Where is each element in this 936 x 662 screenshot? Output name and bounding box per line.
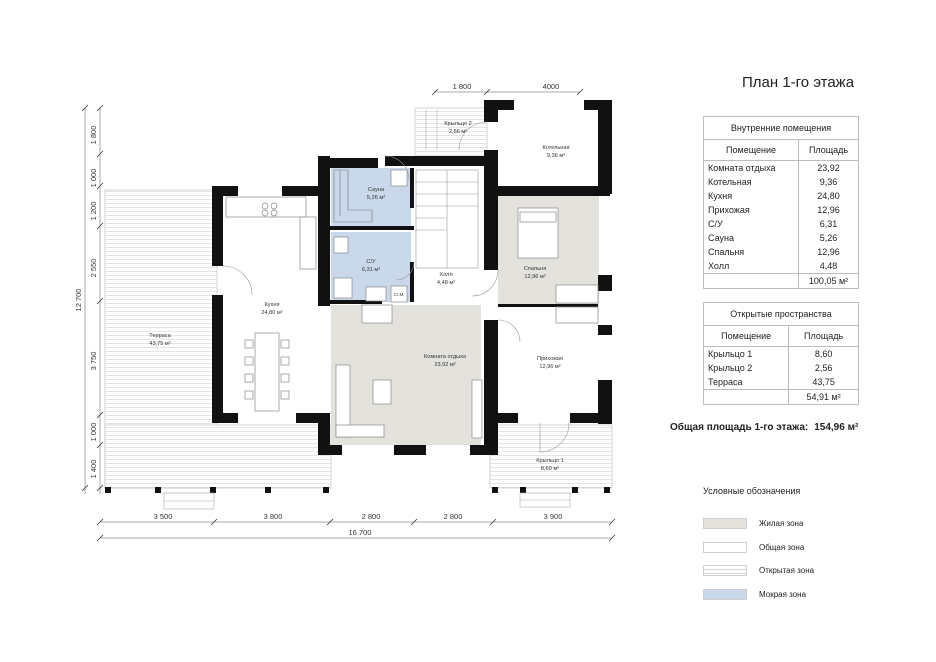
- space-name-cell: Крыльцо 2: [708, 363, 753, 373]
- legend-title: Условные обозначения: [703, 486, 801, 496]
- room-porch2-name: Крыльцо 2: [444, 121, 472, 127]
- legend-swatch-wet: [703, 589, 747, 600]
- space-area-cell: 43,75: [789, 375, 859, 390]
- outdoor-total: 54,91 м²: [789, 390, 859, 405]
- room-entry-area: 12,96 м²: [539, 364, 561, 370]
- room-kitchen-area: 24,80 м²: [261, 310, 283, 316]
- total-floor-area: [670, 422, 864, 433]
- room-name-cell: Комната отдыха: [708, 163, 776, 173]
- room-terrace-area: 43,75 м²: [149, 341, 171, 347]
- legend-label: Мокрая зона: [759, 589, 807, 599]
- dim-top-1: 1 800: [452, 82, 472, 91]
- room-name-cell: С/У: [708, 219, 723, 229]
- room-hall-area: 4,48 м²: [436, 280, 456, 286]
- washer-label: Ст.М.: [393, 292, 405, 297]
- space-name-cell: Крыльцо 1: [708, 349, 753, 359]
- total-area-label: Общая площадь 1-го этажа:: [670, 422, 809, 433]
- dim-left-1: 1 800: [89, 125, 98, 145]
- room-living-name: Комната отдыха: [424, 354, 466, 360]
- dim-bottom-3: 2 800: [361, 512, 381, 521]
- room-bedroom-area: 12,96 м²: [524, 274, 546, 280]
- legend-label: Общая зона: [759, 542, 805, 552]
- room-area-cell: 9,36: [799, 175, 859, 189]
- indoor-table-caption: Внутренние помещения: [704, 117, 859, 140]
- space-area-cell: 8,60: [789, 347, 859, 362]
- dim-left-total: 12 700: [74, 288, 83, 312]
- legend-label: Жилая зона: [759, 518, 804, 528]
- indoor-col-room: Помещение: [704, 140, 799, 161]
- legend-item-wet: [703, 588, 806, 600]
- dim-bottom-1: 3 500: [153, 512, 173, 521]
- room-name-cell: Сауна: [708, 233, 734, 243]
- room-kitchen-name: Кухня: [264, 302, 280, 308]
- dim-left-5: 3 750: [89, 351, 98, 371]
- dim-left-4: 2 550: [89, 258, 98, 278]
- room-area-cell: 6,31: [799, 217, 859, 231]
- table-row: [704, 259, 859, 274]
- outdoor-col-room: Помещение: [704, 326, 789, 347]
- space-area-cell: 2,56: [789, 361, 859, 375]
- room-terrace-name: Терраса: [149, 333, 171, 339]
- room-sauna-area: 5,26 м²: [366, 195, 386, 201]
- outdoor-table-caption: Открытые пространства: [704, 303, 859, 326]
- dim-left-6: 1 000: [89, 422, 98, 442]
- room-entry-name: Прихожая: [537, 356, 563, 362]
- legend-item-open: [703, 564, 814, 576]
- room-porch2-area: 2,56 м²: [448, 129, 468, 135]
- room-name-cell: Спальня: [708, 247, 745, 257]
- room-area-cell: 12,96: [799, 245, 859, 259]
- legend-label: Открытая зона: [759, 565, 815, 575]
- room-sauna-name: Сауна: [367, 187, 385, 193]
- table-row: [704, 217, 859, 231]
- stairs: [416, 170, 478, 268]
- room-living-area: 23,92 м²: [434, 362, 456, 368]
- dim-bottom-total: 16 700: [348, 528, 372, 537]
- room-name-cell: Прихожая: [708, 205, 750, 215]
- room-area-cell: 5,26: [799, 231, 859, 245]
- room-area-cell: 12,96: [799, 203, 859, 217]
- room-name-cell: Кухня: [708, 191, 733, 201]
- room-porch1-name: Крыльцо 1: [536, 458, 564, 464]
- terrace-front-deck: [105, 425, 331, 488]
- room-name-cell: Котельная: [708, 177, 752, 187]
- page-title: План 1-го этажа: [742, 74, 855, 91]
- room-porch1-area: 8,60 м²: [540, 466, 560, 472]
- table-row: [704, 175, 859, 189]
- room-area-cell: 4,48: [799, 259, 859, 274]
- table-row: [704, 245, 859, 259]
- room-name-cell: Холл: [708, 261, 730, 271]
- table-row: [704, 347, 859, 362]
- room-boiler-area: 9,36 м²: [546, 153, 566, 159]
- dim-left-2: 1 000: [89, 168, 98, 188]
- dim-bottom-2: 3 800: [263, 512, 283, 521]
- dim-left-7: 1 400: [89, 459, 98, 479]
- table-row: [704, 161, 859, 176]
- room-bedroom-name: Спальня: [523, 266, 547, 272]
- legend-swatch-common: [703, 542, 747, 553]
- indoor-total: 100,05 м²: [799, 274, 859, 289]
- dim-top-2: 4000: [542, 82, 560, 91]
- table-row: [704, 375, 859, 390]
- legend-swatch-open: [703, 565, 747, 576]
- living-room-floor: [331, 305, 481, 445]
- porch1-deck: [490, 425, 612, 488]
- table-row: [704, 231, 859, 245]
- room-hall-name: Холл: [439, 272, 453, 278]
- legend-swatch-living: [703, 518, 747, 529]
- outdoor-col-area: Площадь: [789, 326, 859, 347]
- dim-left-3: 1 200: [89, 201, 98, 221]
- space-name-cell: Терраса: [708, 377, 743, 387]
- indoor-col-area: Площадь: [799, 140, 859, 161]
- legend-item-living: [703, 517, 803, 529]
- table-row: [704, 189, 859, 203]
- legend-item-common: [703, 541, 804, 553]
- table-row: [704, 361, 859, 375]
- room-area-cell: 24,80: [799, 189, 859, 203]
- room-bathroom-area: 6,31 м²: [361, 267, 381, 273]
- room-area-cell: 23,92: [799, 161, 859, 176]
- outdoor-spaces-table: [703, 302, 859, 405]
- indoor-rooms-table: [703, 116, 859, 289]
- room-bathroom-name: С/У: [366, 259, 376, 265]
- table-row: [704, 203, 859, 217]
- dim-bottom-4: 2 800: [443, 512, 463, 521]
- total-area-value: 154,96 м²: [814, 422, 859, 433]
- dim-bottom-5: 3 900: [543, 512, 563, 521]
- room-boiler-name: Котельная: [542, 145, 570, 151]
